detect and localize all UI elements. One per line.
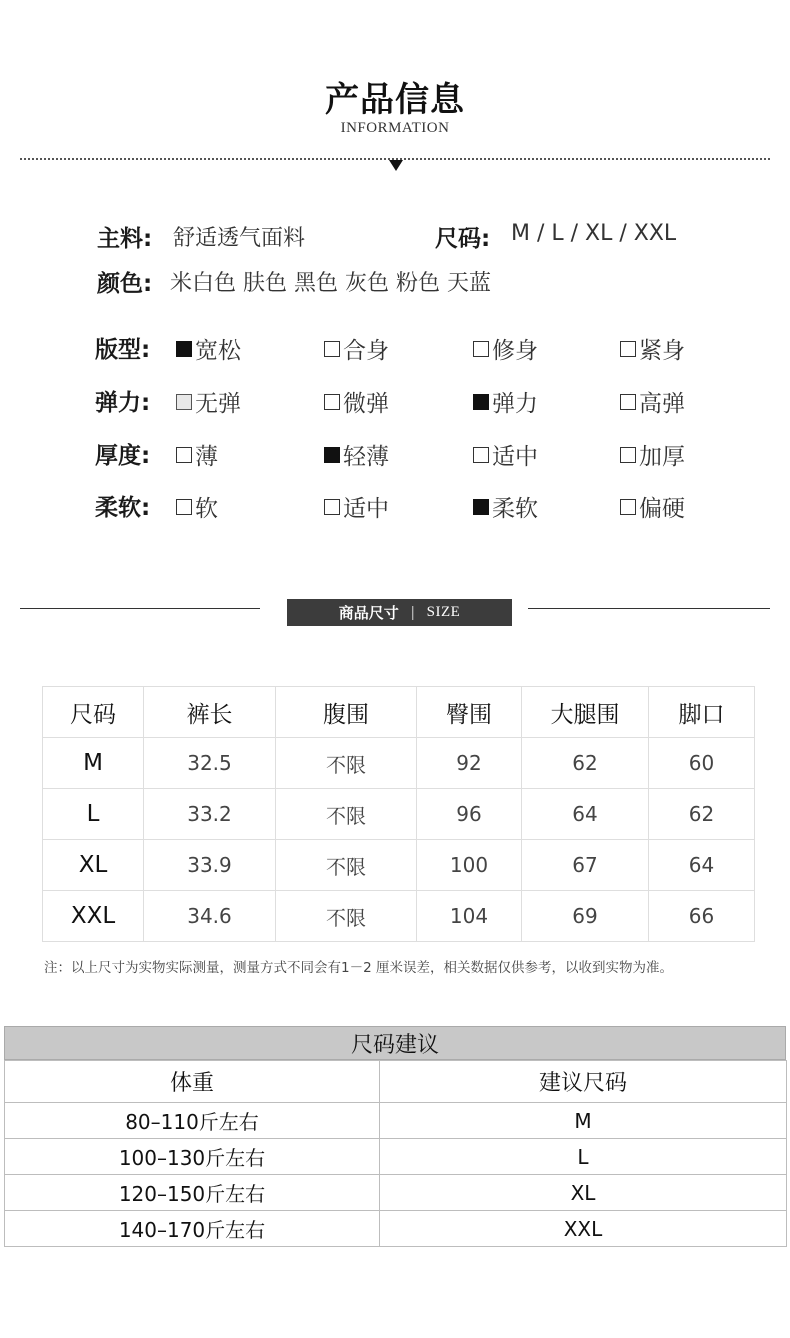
attribute-option-label: 薄 [195,444,218,470]
table-cell: 不限 [276,789,417,840]
attribute-option [324,332,389,365]
attribute-option [473,490,538,523]
attribute-option-label: 偏硬 [639,496,685,522]
checkbox-icon [324,394,340,410]
attribute-option-label: 修身 [492,338,538,364]
checkbox-icon [473,341,489,357]
arrow-down-icon [389,160,403,171]
waist-header-cell: 腹围 [276,687,417,738]
attribute-option [620,385,685,418]
table-cell: 62 [522,738,649,789]
material-value: 舒适透气面料 [173,226,306,251]
attribute-option [176,332,241,365]
attribute-option [176,438,218,471]
table-cell: 69 [522,891,649,942]
suggested-size-cell: XL [380,1175,787,1211]
table-row [5,1211,787,1247]
checkbox-icon [620,499,636,515]
table-cell: M [43,738,144,789]
table-cell: 不限 [276,738,417,789]
attribute-option [176,385,241,418]
table-cell: 不限 [276,840,417,891]
measurement-note: 注：以上尺寸为实物实际测量，测量方式不同会有1－2 厘米误差，相关数据仅供参考，以收到实物为准。 [44,960,673,976]
table-cell: 67 [522,840,649,891]
table-row [43,789,755,840]
color-value: 米白色 肤色 黑色 灰色 粉色 天蓝 [170,271,491,296]
attribute-option [620,332,685,365]
table-cell: 96 [417,789,522,840]
attribute-label: 厚度: [95,443,151,469]
attribute-option [473,385,538,418]
size-divider-right [528,608,770,609]
length-header-cell: 裤长 [144,687,276,738]
attribute-option [324,490,389,523]
table-cell: 62 [649,789,755,840]
material-label: 主料: [97,226,153,252]
attribute-option [176,490,218,523]
attribute-option [324,385,389,418]
recommendation-title: 尺码建议 [4,1026,786,1060]
table-row [5,1139,787,1175]
size-divider-left [20,608,260,609]
size-value: M / L / XL / XXL [511,221,677,246]
checked-box-icon [473,394,489,410]
table-row [5,1175,787,1211]
attribute-option-label: 适中 [492,444,538,470]
recommendation-table [4,1060,787,1247]
checked-box-icon [324,447,340,463]
hem-header-cell: 脚口 [649,687,755,738]
table-cell: 32.5 [144,738,276,789]
checkbox-icon [324,499,340,515]
size-section-separator: | [410,604,415,621]
suggested-size-cell: M [380,1103,787,1139]
checkbox-icon [176,499,192,515]
recommendation-header-row [5,1061,787,1103]
attribute-option-label: 紧身 [639,338,685,364]
attribute-label: 柔软: [95,495,151,521]
table-row [43,738,755,789]
weight-cell: 100–130斤左右 [5,1139,380,1175]
attribute-option [473,332,538,365]
weight-header-cell: 体重 [5,1061,380,1103]
color-label: 颜色: [97,271,153,297]
attribute-option [473,438,538,471]
checkbox-icon [620,341,636,357]
weight-cell: 80–110斤左右 [5,1103,380,1139]
suggested-size-cell: XXL [380,1211,787,1247]
attribute-option [324,438,389,471]
page-subtitle: INFORMATION [340,120,450,136]
size-label: 尺码: [435,226,491,252]
table-cell: 34.6 [144,891,276,942]
thigh-header-cell: 大腿围 [522,687,649,738]
page-title: 产品信息 [325,80,465,120]
attribute-option-label: 高弹 [639,391,685,417]
table-cell: 33.9 [144,840,276,891]
table-cell: 66 [649,891,755,942]
table-cell: XXL [43,891,144,942]
attribute-option-label: 加厚 [639,444,685,470]
checkbox-icon [620,394,636,410]
attribute-option-label: 无弹 [195,391,241,417]
size-header-cell: 尺码 [43,687,144,738]
table-cell: 64 [522,789,649,840]
table-cell: 64 [649,840,755,891]
checkbox-icon [176,394,192,410]
attribute-option-label: 轻薄 [343,444,389,470]
table-cell: 60 [649,738,755,789]
table-cell: 不限 [276,891,417,942]
attribute-option-label: 适中 [343,496,389,522]
size-section-title-en: SIZE [426,604,461,620]
hip-header-cell: 臀围 [417,687,522,738]
table-row [5,1103,787,1139]
attribute-label: 弹力: [95,390,151,416]
attribute-label: 版型: [95,337,151,363]
table-cell: 104 [417,891,522,942]
attribute-option [620,490,685,523]
attribute-option-label: 柔软 [492,496,538,522]
checked-box-icon [176,341,192,357]
table-cell: 33.2 [144,789,276,840]
table-cell: L [43,789,144,840]
checkbox-icon [473,447,489,463]
attribute-option-label: 弹力 [492,391,538,417]
table-cell: XL [43,840,144,891]
table-row [43,840,755,891]
attribute-option-label: 宽松 [195,338,241,364]
weight-cell: 140–170斤左右 [5,1211,380,1247]
size-table [42,686,755,942]
checkbox-icon [176,447,192,463]
table-cell: 92 [417,738,522,789]
size-section-title: 商品尺寸 [338,604,399,622]
attribute-option-label: 微弹 [343,391,389,417]
suggested-size-header-cell: 建议尺码 [380,1061,787,1103]
checkbox-icon [324,341,340,357]
size-section-bar [287,599,512,626]
table-cell: 100 [417,840,522,891]
weight-cell: 120–150斤左右 [5,1175,380,1211]
suggested-size-cell: L [380,1139,787,1175]
checked-box-icon [473,499,489,515]
size-table-header-row [43,687,755,738]
checkbox-icon [620,447,636,463]
attribute-option-label: 软 [195,496,218,522]
attribute-option-label: 合身 [343,338,389,364]
table-row [43,891,755,942]
attribute-option [620,438,685,471]
